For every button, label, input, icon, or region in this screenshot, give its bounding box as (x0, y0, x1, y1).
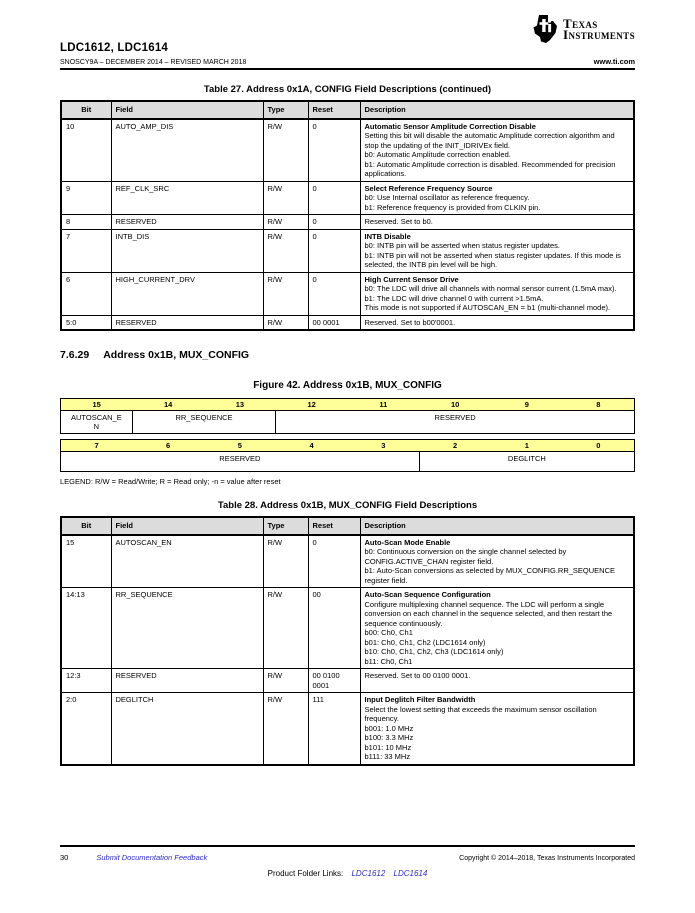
bit-number: 12 (276, 399, 348, 411)
reset-cell: 111 (308, 693, 360, 765)
bit-cell: 9 (61, 181, 111, 215)
table-row (61, 669, 634, 693)
figure-legend: LEGEND: R/W = Read/Write; R = Read only; -n = value after reset (60, 477, 281, 486)
description-line: Select the lowest setting that exceeds the maximum sensor oscillation frequency. (364, 704, 597, 723)
description-line: b101: 10 MHz (364, 742, 412, 752)
figure42-caption: Figure 42. Address 0x1B, MUX_CONFIG (253, 380, 442, 391)
bit-number-row (61, 440, 635, 452)
field-cell: RESERVED (111, 215, 263, 230)
bit-number: 8 (563, 399, 635, 411)
register-field: AUTOSCAN_EN (61, 411, 133, 434)
bit-cell: 14:13 (61, 588, 111, 669)
description-line: b0: Automatic Amplitude correction enabled. (364, 150, 511, 159)
type-cell: R/W (263, 229, 308, 272)
product-links-label: Product Folder Links: (267, 869, 344, 878)
bit-number: 14 (132, 399, 204, 411)
register-field: RESERVED (61, 452, 420, 472)
section-number: 7.6.29 (60, 349, 90, 361)
type-cell: R/W (263, 535, 308, 588)
field-cell: RESERVED (111, 669, 263, 693)
bit-number-row (61, 399, 635, 411)
column-header: Field (111, 101, 263, 119)
register-field: RR_SEQUENCE (132, 411, 276, 434)
table27-title: Table 27. Address 0x1A, CONFIG Field Descriptions (continued) (203, 84, 492, 95)
description-title: High Current Sensor Drive (364, 274, 459, 284)
table-row (61, 588, 634, 669)
description-line: b0: The LDC will drive all channels with normal sensor current (1.5mA max). (364, 284, 617, 293)
product-link-ldc1612[interactable]: LDC1612 (351, 869, 386, 878)
bit-number: 2 (419, 440, 491, 452)
register-word-table (60, 398, 635, 434)
description-line: Configure multiplexing channel sequence. The LDC will perform a single conversion on each channel in the sequence selected, and then restart the sequence continuously. (364, 599, 613, 628)
bit-cell: 5:0 (61, 315, 111, 330)
column-header: Reset (308, 101, 360, 119)
description-line: b1: INTB pin will not be asserted when status register updates. If this mode is selected, the INTB pin level will be high. (364, 250, 621, 269)
description-title: Automatic Sensor Amplitude Correction Disable (364, 121, 536, 131)
page-number: 30 (60, 853, 69, 862)
description-cell (360, 535, 634, 588)
bit-number: 10 (419, 399, 491, 411)
bit-cell: 2:0 (61, 693, 111, 765)
bit-number: 7 (61, 440, 133, 452)
section-heading (60, 349, 635, 361)
bit-number: 13 (204, 399, 276, 411)
field-cell: RESERVED (111, 315, 263, 330)
description-line: b0: INTB pin will be asserted when status register updates. (364, 241, 561, 250)
description-line: b1: Reference frequency is provided from CLKIN pin. (364, 202, 541, 212)
table28-title: Table 28. Address 0x1B, MUX_CONFIG Field Descriptions (217, 500, 478, 511)
description-cell (360, 181, 634, 215)
bit-cell: 12:3 (61, 669, 111, 693)
field-cell: RR_SEQUENCE (111, 588, 263, 669)
bit-number: 1 (491, 440, 563, 452)
column-header: Bit (61, 101, 111, 119)
bit-number: 6 (132, 440, 204, 452)
reset-cell: 0 (308, 229, 360, 272)
description-cell (360, 315, 634, 330)
table27 (60, 100, 635, 331)
ti-logo (531, 14, 635, 44)
description-cell (360, 669, 634, 693)
description-cell (360, 229, 634, 272)
bit-number: 4 (276, 440, 348, 452)
description-cell (360, 119, 634, 182)
description-line: Setting this bit will disable the automatic Amplitude correction algorithm and stop the updating of the INIT_IDRIVEx field. (364, 131, 615, 150)
page-footer (60, 845, 635, 878)
bit-number: 9 (491, 399, 563, 411)
type-cell: R/W (263, 119, 308, 182)
bit-cell: 6 (61, 272, 111, 315)
field-cell: REF_CLK_SRC (111, 181, 263, 215)
description-title: Auto-Scan Sequence Configuration (364, 590, 491, 599)
field-cell: INTB_DIS (111, 229, 263, 272)
column-header: Description (360, 101, 634, 119)
description-cell (360, 588, 634, 669)
field-cell: HIGH_CURRENT_DRV (111, 272, 263, 315)
column-header: Type (263, 517, 308, 535)
bit-number: 0 (563, 440, 635, 452)
reset-cell: 0 (308, 119, 360, 182)
table-row (61, 535, 634, 588)
register-bitfield-figure (60, 398, 635, 472)
description-line: b00: Ch0, Ch1 (364, 628, 413, 637)
table-row (61, 315, 634, 330)
type-cell: R/W (263, 669, 308, 693)
product-folder-links (60, 869, 635, 878)
table-header-row (61, 101, 634, 119)
product-link-ldc1614[interactable]: LDC1614 (393, 869, 428, 878)
description-line: b11: Ch0, Ch1 (364, 656, 413, 666)
reset-cell: 00 0001 (308, 315, 360, 330)
type-cell: R/W (263, 588, 308, 669)
field-cell: AUTO_AMP_DIS (111, 119, 263, 182)
reset-cell: 00 (308, 588, 360, 669)
reset-cell: 0 (308, 215, 360, 230)
footer-rule (60, 845, 635, 847)
ti-logo-text (563, 18, 635, 40)
column-header: Bit (61, 517, 111, 535)
ti-logo-line1: Texas (563, 16, 598, 31)
table-row (61, 693, 634, 765)
ti-logo-line2: Instruments (563, 27, 635, 42)
field-name-row (61, 411, 635, 434)
product-title: LDC1612, LDC1614 (60, 42, 169, 54)
description-line: b0: Continuous conversion on the single channel selected by CONFIG.ACTIVE_CHAN register field. (364, 547, 567, 566)
description-line: Reserved. Set to b00'0001. (364, 317, 456, 327)
bit-number: 3 (348, 440, 420, 452)
bit-number: 11 (348, 399, 420, 411)
description-title: INTB Disable (364, 231, 411, 241)
type-cell: R/W (263, 693, 308, 765)
description-line: b0: Use Internal oscillator as reference frequency. (364, 193, 530, 202)
register-field: RESERVED (276, 411, 635, 434)
column-header: Reset (308, 517, 360, 535)
register-field: DEGLITCH (419, 452, 634, 472)
reset-cell: 0 (308, 272, 360, 315)
table-header-row (61, 517, 634, 535)
ti-texas-icon (531, 14, 559, 44)
table-row (61, 215, 634, 230)
description-cell (360, 693, 634, 765)
bit-number: 15 (61, 399, 133, 411)
column-header: Field (111, 517, 263, 535)
reset-cell: 0 (308, 181, 360, 215)
table-row (61, 181, 634, 215)
table-row (61, 272, 634, 315)
description-line: b001: 1.0 MHz (364, 723, 414, 733)
description-title: Auto-Scan Mode Enable (364, 537, 451, 547)
bit-number: 5 (204, 440, 276, 452)
description-line: b01: Ch0, Ch1, Ch2 (LDC1614 only) (364, 637, 486, 647)
footer-row (60, 853, 635, 862)
bit-cell: 10 (61, 119, 111, 182)
description-line: b111: 33 MHz (364, 752, 411, 761)
table-row (61, 229, 634, 272)
doc-info-line (60, 57, 635, 66)
description-cell (360, 215, 634, 230)
website-link[interactable]: www.ti.com (593, 57, 635, 66)
feedback-link[interactable]: Submit Documentation Feedback (96, 853, 208, 862)
bit-cell: 7 (61, 229, 111, 272)
description-line: This mode is not supported if AUTOSCAN_EN = b1 (multi-channel mode). (364, 303, 611, 312)
column-header: Description (360, 517, 634, 535)
table-row (61, 119, 634, 182)
description-line: b1: Automatic Amplitude correction is disabled. Recommended for precision applications. (364, 159, 616, 178)
section-title: Address 0x1B, MUX_CONFIG (103, 349, 250, 361)
header-rule (60, 68, 635, 70)
bit-cell: 15 (61, 535, 111, 588)
copyright-text: Copyright © 2014–2018, Texas Instruments Incorporated (459, 855, 635, 862)
type-cell: R/W (263, 215, 308, 230)
page-header (60, 14, 635, 54)
reset-cell: 0 (308, 535, 360, 588)
bit-cell: 8 (61, 215, 111, 230)
description-line: b100: 3.3 MHz (364, 733, 414, 742)
description-line: b1: Auto-Scan conversions as selected by MUX_CONFIG.RR_SEQUENCE register field. (364, 566, 616, 585)
field-name-row (61, 452, 635, 472)
description-line: b1: The LDC will drive channel 0 with current >1.5mA. (364, 293, 544, 303)
description-title: Select Reference Frequency Source (364, 183, 493, 193)
description-line: Reserved. Set to b0. (364, 217, 433, 226)
field-cell: AUTOSCAN_EN (111, 535, 263, 588)
description-title: Input Deglitch Filter Bandwidth (364, 695, 476, 704)
reset-cell: 00 0100 0001 (308, 669, 360, 693)
description-cell (360, 272, 634, 315)
description-line: b10: Ch0, Ch1, Ch2, Ch3 (LDC1614 only) (364, 647, 504, 656)
type-cell: R/W (263, 272, 308, 315)
table28 (60, 516, 635, 766)
register-word-table (60, 439, 635, 472)
type-cell: R/W (263, 181, 308, 215)
doc-number: SNOSCY9A – DECEMBER 2014 – REVISED MARCH 2018 (60, 59, 247, 66)
datasheet-page (0, 14, 695, 913)
field-cell: DEGLITCH (111, 693, 263, 765)
type-cell: R/W (263, 315, 308, 330)
column-header: Type (263, 101, 308, 119)
description-line: Reserved. Set to 00 0100 0001. (364, 671, 471, 680)
